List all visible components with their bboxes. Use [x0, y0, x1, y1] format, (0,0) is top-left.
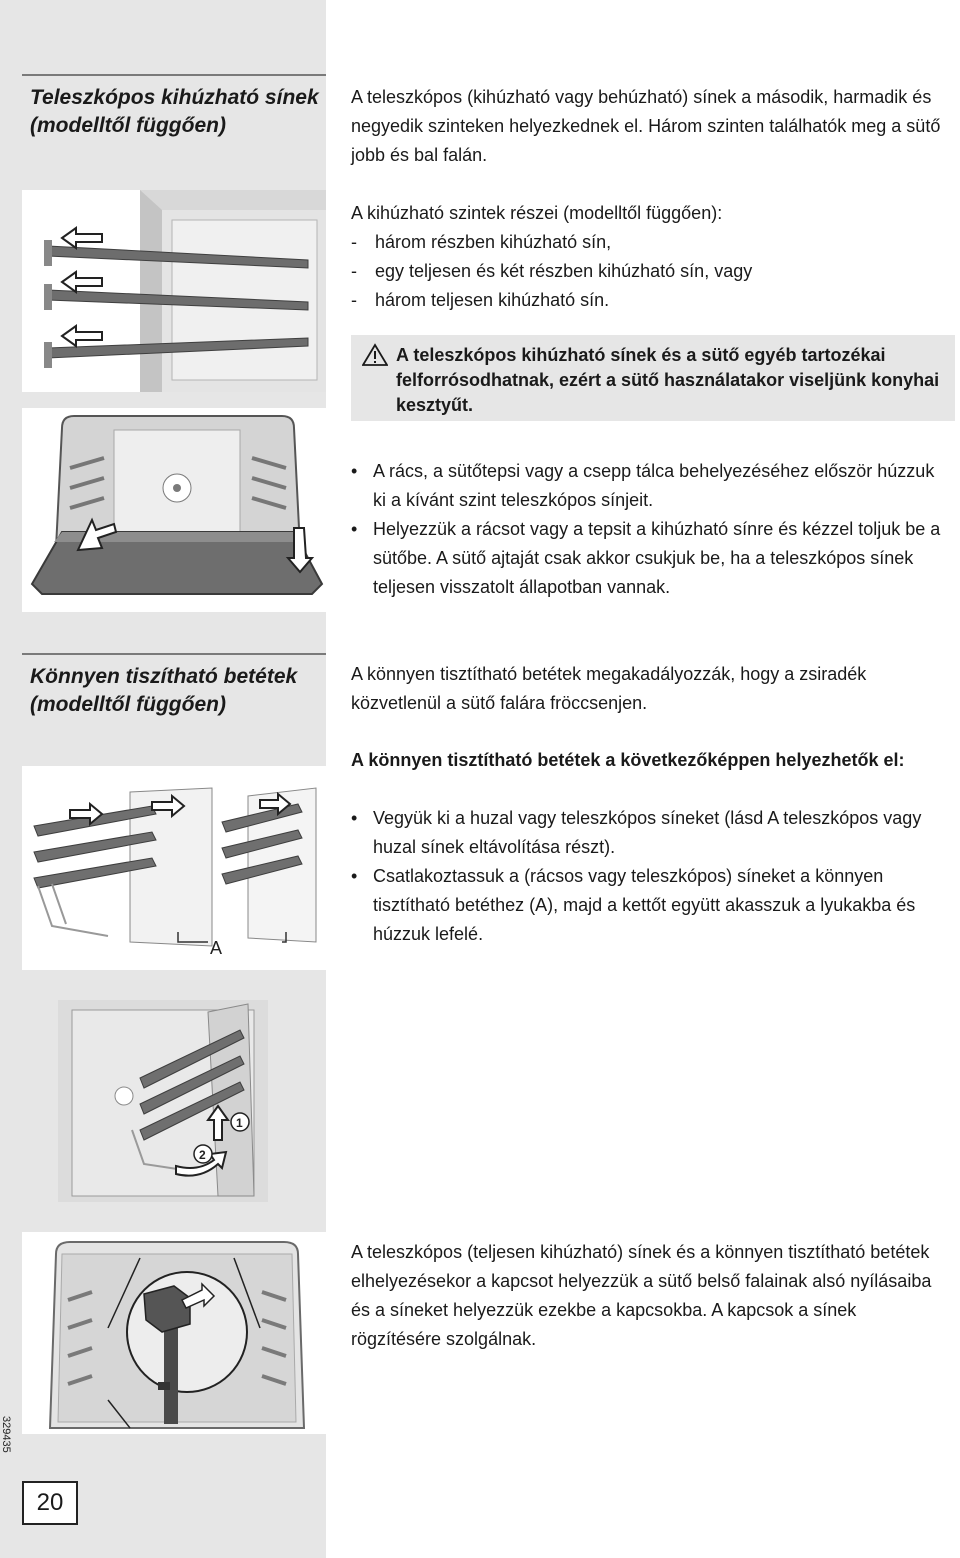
easy-clean-bold-heading: A könnyen tisztítható betétek a következőképpen helyezhetők el: [351, 750, 905, 770]
rail-part-text: egy teljesen és két részben kihúzható sín, vagy [375, 261, 753, 281]
easy-clean-intro-text [351, 660, 951, 718]
document-code: 329435 [0, 1416, 12, 1453]
warning-text: A teleszkópos kihúzható sínek és a sütő egyéb tartozékai felforrósodhatnak, ezért a sütő használatakor viseljünk konyhai kesztyűt. [396, 345, 940, 415]
easy-clean-heading [351, 746, 951, 775]
figure-label-a: A [210, 938, 223, 958]
warning-triangle-icon [362, 343, 388, 367]
section-title-easy-clean-inserts: Könnyen tiszítható betétek (modelltől függően) [22, 653, 326, 719]
step-label-2: 2 [199, 1148, 206, 1162]
dash-marker: - [351, 232, 357, 252]
rail-part-text: három részben kihúzható sín, [375, 232, 612, 252]
rail-part-text: három teljesen kihúzható sín. [375, 290, 610, 310]
rail-part-item [351, 228, 951, 257]
figure-oven-with-tray [22, 408, 326, 612]
section-title-telescopic-rails: Teleszkópos kihúzható sínek (modelltől függően) [22, 74, 326, 140]
figure-rail-clip-detail [22, 1232, 326, 1434]
telescopic-intro-text [351, 83, 951, 170]
step-label-1: 1 [236, 1116, 243, 1130]
figure-insert-mounting-steps [58, 1000, 268, 1202]
page-number: 20 [22, 1481, 78, 1525]
list-item: • Helyezzük a rácsot vagy a tepsit a kihúzható sínre és kézzel toljuk be a sütőbe. A sütő ajtaját csak akkor csukjuk be, ha a teleszkópos sínek teljesen visszatolt állapotban vannak. [351, 515, 951, 602]
list-item: • Vegyük ki a huzal vagy teleszkópos síneket (lásd A teleszkópos vagy huzal sínek eltávolítása részt). [351, 804, 951, 862]
list-item: • Csatlakoztassuk a (rácsos vagy teleszkópos) síneket a könnyen tisztítható betéthez (A), majd a kettőt együtt akasszuk a lyukakba és húzzuk lefelé. [351, 862, 951, 949]
easy-clean-instructions [351, 804, 951, 949]
dash-marker: - [351, 290, 357, 310]
clips-text [351, 1238, 951, 1354]
rail-parts-heading: A kihúzható szintek részei (modelltől függően): [351, 203, 723, 223]
figure-easy-clean-inserts [22, 766, 326, 970]
telescopic-intro-paragraph: A teleszkópos (kihúzható vagy behúzható) sínek a második, harmadik és negyedik szinteken helyezkednek el. Három szinten találhatók meg a sütő jobb és bal falán. [351, 87, 941, 165]
list-item: • A rács, a sütőtepsi vagy a csepp tálca behelyezéséhez először húzzuk ki a kívánt szint teleszkópos sínjeit. [351, 457, 951, 515]
rail-parts-block [351, 199, 951, 315]
clips-paragraph: A teleszkópos (teljesen kihúzható) sínek és a könnyen tisztítható betétek elhelyezésekor a kapcsot helyezzük a sütő belső falainak alsó nyílásaiba és a síneket helyezzük ezekbe a kapcsokba. A kapcsok a sínek rögzítésére szolgálnak. [351, 1242, 932, 1349]
dash-marker: - [351, 261, 357, 281]
rail-part-item [351, 286, 951, 315]
rail-part-item [351, 257, 951, 286]
figure-telescopic-rails [22, 190, 326, 392]
easy-clean-intro-paragraph: A könnyen tisztítható betétek megakadályozzák, hogy a zsiradék közvetlenül a sütő falára fröccsenjen. [351, 664, 867, 713]
tray-instructions [351, 457, 951, 602]
warning-box [351, 335, 955, 421]
